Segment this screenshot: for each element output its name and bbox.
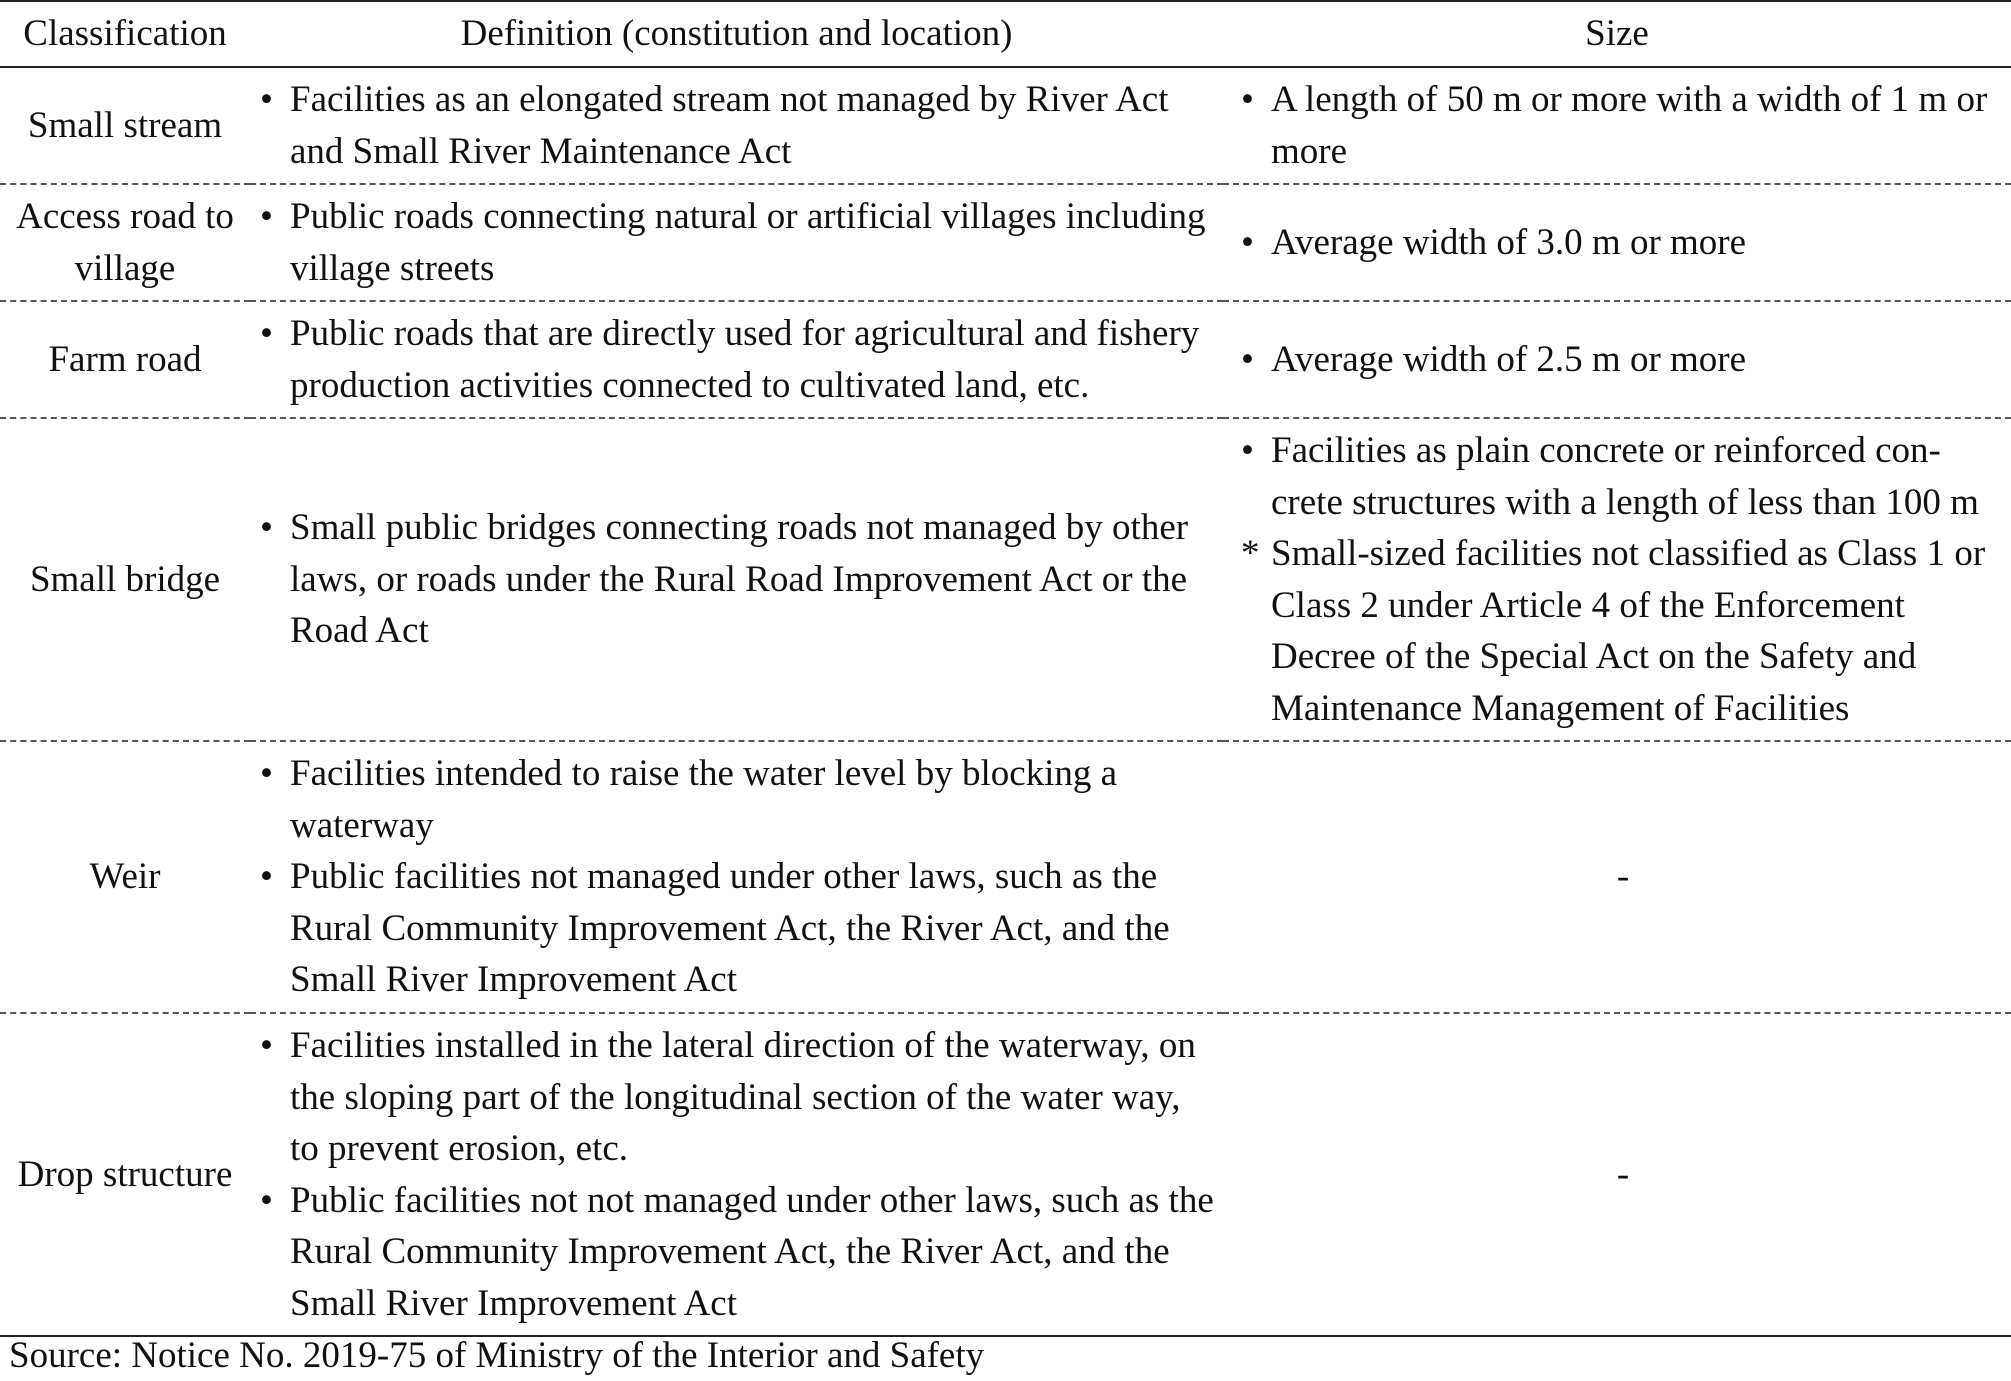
header-size: Size	[1223, 1, 2011, 67]
definition-cell	[250, 741, 1223, 1013]
definition-cell	[250, 1013, 1223, 1336]
classification-cell: Access road to village	[0, 184, 250, 301]
definition-cell	[250, 67, 1223, 184]
table-row	[0, 741, 2011, 1013]
classification-cell: Small bridge	[0, 418, 250, 741]
size-cell	[1223, 184, 2011, 301]
definition-item: • Facilities as an elongated stream not managed by River Act and Small River Maintenance Act	[260, 74, 1215, 177]
classification-cell: Drop structure	[0, 1013, 250, 1336]
definition-item: • Facilities intended to raise the water level by blocking a waterway	[260, 748, 1215, 851]
size-item: • A length of 50 m or more with a width of 1 m or more	[1241, 74, 2005, 177]
table-header-row	[0, 1, 2011, 67]
source-note: Source: Notice No. 2019-75 of Ministry of the Interior and Safety	[9, 1335, 985, 1376]
asterisk-mark: *	[1241, 533, 1260, 574]
size-cell	[1223, 301, 2011, 418]
table-row	[0, 184, 2011, 301]
definition-cell	[250, 184, 1223, 301]
header-classification: Classification	[0, 1, 250, 67]
bullet-mark: •	[260, 1179, 273, 1221]
size-note-item: * Small-sized facilities not classified as Class 1 or Class 2 under Article 4 of the Enforcement Decree of the Special Act on the Safety and Maintenance Management of Facilities	[1241, 528, 2005, 734]
definition-item: • Public roads connecting natural or artificial villages including village streets	[260, 191, 1215, 294]
definition-item: • Public facilities not managed under other laws, such as the Rural Community Improvement Act, the River Act, and the Small River Improvement Act	[260, 851, 1215, 1006]
bullet-mark: •	[260, 196, 273, 237]
definition-item: • Small public bridges connecting roads not managed by other laws, or roads under the Rural Road Improvement Act or the Road Act	[260, 502, 1215, 657]
definition-cell	[250, 301, 1223, 418]
size-item: • Average width of 2.5 m or more	[1241, 334, 2005, 386]
size-cell: -	[1223, 741, 2011, 1013]
size-cell	[1223, 418, 2011, 741]
bullet-mark: •	[260, 79, 273, 120]
table-row	[0, 1013, 2011, 1336]
classification-cell: Farm road	[0, 301, 250, 418]
bullet-mark: •	[260, 507, 273, 549]
size-cell	[1223, 67, 2011, 184]
size-item: • Average width of 3.0 m or more	[1241, 217, 2005, 269]
bullet-mark: •	[260, 1025, 273, 1066]
classification-cell: Weir	[0, 741, 250, 1013]
classification-cell: Small stream	[0, 67, 250, 184]
definition-item: • Public facilities not not managed under other laws, such as the Rural Community Improvement Act, the River Act, and the Small River Improvement Act	[260, 1175, 1215, 1330]
bullet-mark: •	[260, 753, 273, 795]
table-row	[0, 418, 2011, 741]
table-row	[0, 67, 2011, 184]
bullet-mark: •	[1241, 79, 1254, 120]
definition-item: • Public roads that are directly used for agricultural and fishery production activities connected to cultivated land, etc.	[260, 308, 1215, 411]
definition-cell	[250, 418, 1223, 741]
table-row	[0, 301, 2011, 418]
bullet-mark: •	[1241, 338, 1254, 380]
size-cell: -	[1223, 1013, 2011, 1336]
bullet-mark: •	[1241, 221, 1254, 263]
bullet-mark: •	[260, 856, 273, 898]
header-definition: Definition (constitution and location)	[250, 1, 1223, 67]
size-item: • Facilities as plain concrete or reinforced con-crete structures with a length of less than 100 m	[1241, 425, 2005, 528]
bullet-mark: •	[1241, 430, 1254, 471]
bullet-mark: •	[260, 313, 273, 354]
definition-item: • Facilities installed in the lateral direction of the waterway, on the sloping part of the longitudinal section of the water way, to prevent erosion, etc.	[260, 1020, 1215, 1175]
